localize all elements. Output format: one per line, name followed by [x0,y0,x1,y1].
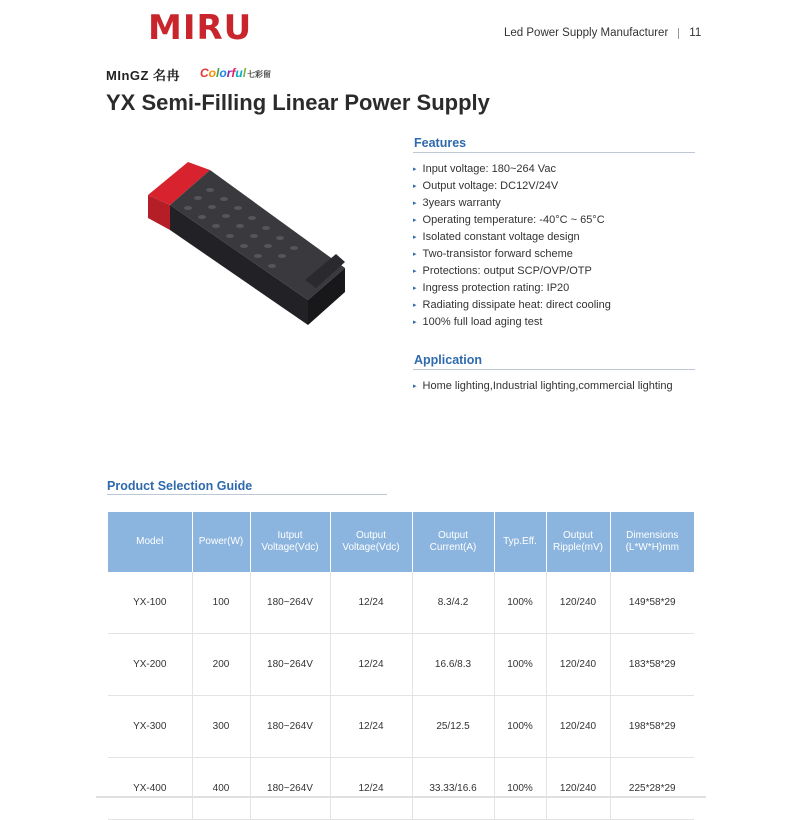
bullet-icon: ▸ [413,302,417,309]
table-cell: 100% [494,634,546,696]
table-cell: 180~264V [250,572,330,634]
product-image [140,150,365,340]
features-underline [413,152,695,153]
bullet-icon: ▸ [413,285,417,292]
header-tagline: Led Power Supply Manufacturer [504,27,669,39]
table-cell: 12/24 [330,696,412,758]
feature-item [413,195,611,212]
page-number: 11 [689,27,702,39]
brand2-letter: C [200,66,209,80]
application-item [413,378,673,395]
feature-item [413,263,611,280]
feature-text: Ingress protection rating: IP20 [422,282,570,294]
brand2-letter: l [242,66,247,80]
table-cell: 180~264V [250,696,330,758]
feature-item [413,297,611,314]
bullet-icon: ▸ [413,268,417,275]
bullet-icon: ▸ [413,383,417,390]
table-cell: 100% [494,572,546,634]
page-title: YX Semi-Filling Linear Power Supply [106,90,490,115]
table-cell: 12/24 [330,572,412,634]
table-cell: 8.3/4.2 [412,572,494,634]
table-cell: 100% [494,758,546,820]
table-header-row [108,512,694,572]
table-row [108,634,694,696]
table-row [108,758,694,820]
application-list [413,378,673,395]
table-cell: YX-400 [108,758,192,820]
table-cell: YX-300 [108,696,192,758]
table-cell: 198*58*29 [610,696,694,758]
feature-item [413,246,611,263]
guide-underline [107,494,387,495]
features-list [413,161,611,331]
table-cell: 149*58*29 [610,572,694,634]
company-logo: MIRU [148,8,253,48]
brand-logo-colorful [200,66,271,80]
table-cell: 120/240 [546,572,610,634]
brand2-letter: o [208,66,217,80]
feature-text: Output voltage: DC12V/24V [422,180,559,192]
column-header: Output Ripple(mV) [546,512,610,572]
column-header: Typ.Eff. [494,512,546,572]
feature-text: Protections: output SCP/OVP/OTP [422,265,592,277]
brand2-chinese: 七彩留 [247,70,272,79]
column-header: Power(W) [192,512,250,572]
table-cell: 12/24 [330,758,412,820]
brand2-letter: f [231,66,236,80]
application-text: Home lighting,Industrial lighting,commercial lighting [422,380,673,392]
feature-text: Isolated constant voltage design [422,231,580,243]
column-header: Output Voltage(Vdc) [330,512,412,572]
table-row [108,696,694,758]
brand2-letter: o [219,66,227,80]
feature-item [413,212,611,229]
table-cell: 180~264V [250,634,330,696]
guide-heading: Product Selection Guide [107,479,253,493]
table-cell: 100% [494,696,546,758]
brand2-letter: l [216,66,220,80]
feature-text: Input voltage: 180~264 Vac [422,163,556,175]
table-cell: YX-200 [108,634,192,696]
bullet-icon: ▸ [413,251,417,258]
product-selection-table [108,512,694,820]
features-heading: Features [414,136,467,150]
feature-text: Radiating dissipate heat: direct cooling [422,299,611,311]
feature-text: Two-transistor forward scheme [422,248,573,260]
bullet-icon: ▸ [413,183,417,190]
footer-divider [96,796,706,798]
brand2-letter: r [226,66,232,80]
bullet-icon: ▸ [413,319,417,326]
header-tagline-group [504,27,701,39]
table-cell: 25/12.5 [412,696,494,758]
table-row [108,572,694,634]
feature-item [413,178,611,195]
table-cell: 16.6/8.3 [412,634,494,696]
table-cell: 12/24 [330,634,412,696]
brand2-letter: u [235,66,243,80]
table-cell: 33.33/16.6 [412,758,494,820]
table-cell: 200 [192,634,250,696]
bullet-icon: ▸ [413,234,417,241]
application-underline [413,369,695,370]
table-cell: 100 [192,572,250,634]
table-cell: 183*58*29 [610,634,694,696]
application-heading: Application [414,353,483,367]
column-header: Output Current(A) [412,512,494,572]
feature-item [413,229,611,246]
table-cell: 120/240 [546,634,610,696]
table-cell: 120/240 [546,758,610,820]
table-cell: 400 [192,758,250,820]
table-cell: 300 [192,696,250,758]
table-cell: 120/240 [546,696,610,758]
table-cell: YX-100 [108,572,192,634]
column-header: Model [108,512,192,572]
bullet-icon: ▸ [413,166,417,173]
feature-text: Operating temperature: -40°C ~ 65°C [422,214,605,226]
header-divider [678,28,679,39]
feature-item [413,314,611,331]
feature-item [413,280,611,297]
table-cell: 225*28*29 [610,758,694,820]
brand-logo-mingz: MInGZ 名冉 [106,68,181,83]
column-header: Dimensions (L*W*H)mm [610,512,694,572]
table-cell: 180~264V [250,758,330,820]
bullet-icon: ▸ [413,217,417,224]
feature-item [413,161,611,178]
feature-text: 100% full load aging test [422,316,543,328]
bullet-icon: ▸ [413,200,417,207]
column-header: Iutput Voltage(Vdc) [250,512,330,572]
feature-text: 3years warranty [422,197,501,209]
